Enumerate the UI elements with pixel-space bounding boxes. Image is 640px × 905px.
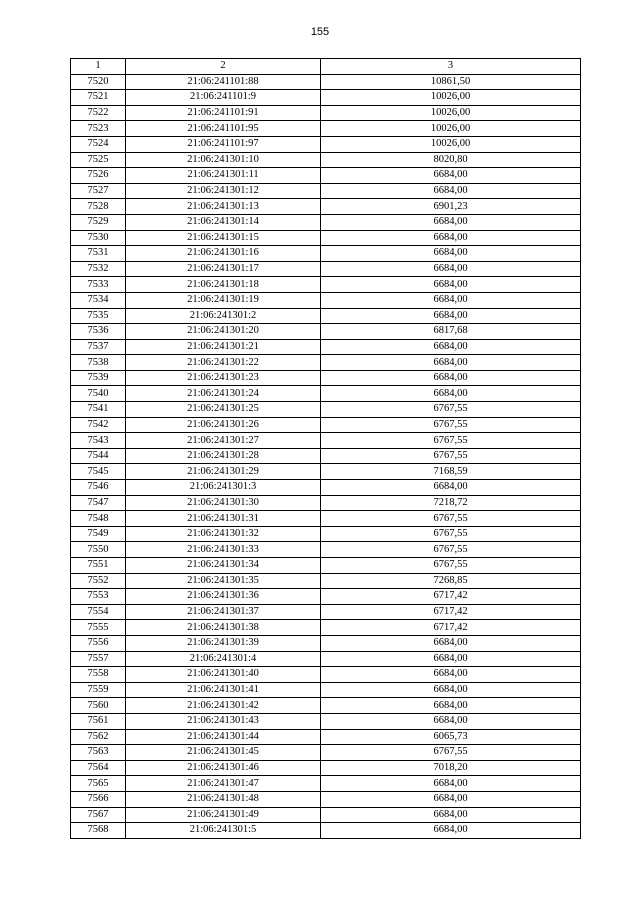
- cadastral-number-cell: 21:06:241301:42: [126, 698, 321, 714]
- value-cell: 6684,00: [321, 168, 581, 184]
- row-number-cell: 7539: [71, 370, 126, 386]
- value-cell: 10026,00: [321, 121, 581, 137]
- column-header-2: 2: [126, 59, 321, 75]
- row-number-cell: 7557: [71, 651, 126, 667]
- cadastral-number-cell: 21:06:241301:27: [126, 433, 321, 449]
- row-number-cell: 7551: [71, 558, 126, 574]
- value-cell: 6684,00: [321, 292, 581, 308]
- table-row: [71, 511, 581, 527]
- table-row: [71, 464, 581, 480]
- cadastral-number-cell: 21:06:241301:17: [126, 261, 321, 277]
- row-number-cell: 7542: [71, 417, 126, 433]
- table-row: [71, 292, 581, 308]
- table-row: [71, 261, 581, 277]
- cadastral-number-cell: 21:06:241101:9: [126, 90, 321, 106]
- table-row: [71, 230, 581, 246]
- row-number-cell: 7545: [71, 464, 126, 480]
- cadastral-number-cell: 21:06:241301:15: [126, 230, 321, 246]
- table-row: [71, 604, 581, 620]
- value-cell: 6684,00: [321, 480, 581, 496]
- cadastral-number-cell: 21:06:241301:48: [126, 791, 321, 807]
- table-row: [71, 542, 581, 558]
- cadastral-number-cell: 21:06:241301:40: [126, 667, 321, 683]
- value-cell: 6684,00: [321, 776, 581, 792]
- value-cell: 6684,00: [321, 277, 581, 293]
- table-row: [71, 667, 581, 683]
- row-number-cell: 7550: [71, 542, 126, 558]
- table-row: [71, 136, 581, 152]
- row-number-cell: 7538: [71, 355, 126, 371]
- cadastral-number-cell: 21:06:241301:49: [126, 807, 321, 823]
- table-row: [71, 90, 581, 106]
- cadastral-number-cell: 21:06:241301:5: [126, 823, 321, 839]
- table-row: [71, 776, 581, 792]
- cadastral-number-cell: 21:06:241301:43: [126, 713, 321, 729]
- table-row: [71, 558, 581, 574]
- header-row: [71, 59, 581, 75]
- value-cell: 6684,00: [321, 713, 581, 729]
- value-cell: 6767,55: [321, 511, 581, 527]
- table-row: [71, 729, 581, 745]
- row-number-cell: 7525: [71, 152, 126, 168]
- table-row: [71, 324, 581, 340]
- table-row: [71, 698, 581, 714]
- cadastral-number-cell: 21:06:241301:45: [126, 745, 321, 761]
- cadastral-number-cell: 21:06:241301:19: [126, 292, 321, 308]
- cadastral-number-cell: 21:06:241301:32: [126, 526, 321, 542]
- value-cell: 6767,55: [321, 448, 581, 464]
- table-row: [71, 183, 581, 199]
- table-row: [71, 760, 581, 776]
- value-cell: 6684,00: [321, 682, 581, 698]
- cadastral-number-cell: 21:06:241101:88: [126, 74, 321, 90]
- row-number-cell: 7528: [71, 199, 126, 215]
- value-cell: 6717,42: [321, 604, 581, 620]
- value-cell: 6767,55: [321, 402, 581, 418]
- cadastral-number-cell: 21:06:241301:41: [126, 682, 321, 698]
- cadastral-number-cell: 21:06:241301:18: [126, 277, 321, 293]
- page-number: 155: [310, 26, 330, 38]
- row-number-cell: 7535: [71, 308, 126, 324]
- table-row: [71, 433, 581, 449]
- row-number-cell: 7531: [71, 246, 126, 262]
- value-cell: 6817,68: [321, 324, 581, 340]
- row-number-cell: 7554: [71, 604, 126, 620]
- value-cell: 6684,00: [321, 823, 581, 839]
- table-row: [71, 791, 581, 807]
- table-row: [71, 807, 581, 823]
- row-number-cell: 7559: [71, 682, 126, 698]
- table-row: [71, 386, 581, 402]
- row-number-cell: 7529: [71, 214, 126, 230]
- value-cell: 6767,55: [321, 558, 581, 574]
- cadastral-number-cell: 21:06:241301:11: [126, 168, 321, 184]
- value-cell: 6684,00: [321, 246, 581, 262]
- table-row: [71, 168, 581, 184]
- table-row: [71, 74, 581, 90]
- column-header-3: 3: [321, 59, 581, 75]
- row-number-cell: 7521: [71, 90, 126, 106]
- value-cell: 6684,00: [321, 370, 581, 386]
- cadastral-number-cell: 21:06:241301:29: [126, 464, 321, 480]
- value-cell: 7268,85: [321, 573, 581, 589]
- table-row: [71, 823, 581, 839]
- cadastral-number-cell: 21:06:241301:36: [126, 589, 321, 605]
- table-row: [71, 651, 581, 667]
- table-row: [71, 635, 581, 651]
- cadastral-number-cell: 21:06:241301:47: [126, 776, 321, 792]
- row-number-cell: 7533: [71, 277, 126, 293]
- value-cell: 6684,00: [321, 386, 581, 402]
- row-number-cell: 7555: [71, 620, 126, 636]
- row-number-cell: 7544: [71, 448, 126, 464]
- row-number-cell: 7564: [71, 760, 126, 776]
- table-row: [71, 526, 581, 542]
- row-number-cell: 7540: [71, 386, 126, 402]
- table-row: [71, 448, 581, 464]
- value-cell: 7018,20: [321, 760, 581, 776]
- cadastral-number-cell: 21:06:241301:26: [126, 417, 321, 433]
- value-cell: 6684,00: [321, 230, 581, 246]
- cadastral-number-cell: 21:06:241301:20: [126, 324, 321, 340]
- value-cell: 6065,73: [321, 729, 581, 745]
- row-number-cell: 7534: [71, 292, 126, 308]
- cadastral-number-cell: 21:06:241301:31: [126, 511, 321, 527]
- row-number-cell: 7552: [71, 573, 126, 589]
- table-row: [71, 745, 581, 761]
- value-cell: 6767,55: [321, 745, 581, 761]
- value-cell: 7168,59: [321, 464, 581, 480]
- cadastral-number-cell: 21:06:241301:23: [126, 370, 321, 386]
- cadastral-number-cell: 21:06:241301:35: [126, 573, 321, 589]
- table-row: [71, 417, 581, 433]
- value-cell: 6684,00: [321, 214, 581, 230]
- row-number-cell: 7553: [71, 589, 126, 605]
- row-number-cell: 7560: [71, 698, 126, 714]
- value-cell: 6684,00: [321, 183, 581, 199]
- cadastral-number-cell: 21:06:241301:13: [126, 199, 321, 215]
- cadastral-number-cell: 21:06:241301:2: [126, 308, 321, 324]
- value-cell: 8020,80: [321, 152, 581, 168]
- row-number-cell: 7520: [71, 74, 126, 90]
- row-number-cell: 7567: [71, 807, 126, 823]
- value-cell: 6717,42: [321, 620, 581, 636]
- row-number-cell: 7523: [71, 121, 126, 137]
- cadastral-number-cell: 21:06:241301:10: [126, 152, 321, 168]
- value-cell: 6717,42: [321, 589, 581, 605]
- row-number-cell: 7530: [71, 230, 126, 246]
- cadastral-number-cell: 21:06:241301:21: [126, 339, 321, 355]
- cadastral-number-cell: 21:06:241301:4: [126, 651, 321, 667]
- table-row: [71, 339, 581, 355]
- value-cell: 6767,55: [321, 542, 581, 558]
- cadastral-number-cell: 21:06:241301:44: [126, 729, 321, 745]
- row-number-cell: 7527: [71, 183, 126, 199]
- table-row: [71, 589, 581, 605]
- row-number-cell: 7537: [71, 339, 126, 355]
- table-row: [71, 152, 581, 168]
- value-cell: 6684,00: [321, 791, 581, 807]
- row-number-cell: 7568: [71, 823, 126, 839]
- cadastral-number-cell: 21:06:241301:24: [126, 386, 321, 402]
- row-number-cell: 7548: [71, 511, 126, 527]
- cadastral-number-cell: 21:06:241301:3: [126, 480, 321, 496]
- table-row: [71, 214, 581, 230]
- row-number-cell: 7546: [71, 480, 126, 496]
- cadastral-number-cell: 21:06:241301:46: [126, 760, 321, 776]
- value-cell: 6684,00: [321, 635, 581, 651]
- value-cell: 7218,72: [321, 495, 581, 511]
- row-number-cell: 7566: [71, 791, 126, 807]
- table-row: [71, 246, 581, 262]
- value-cell: 6684,00: [321, 261, 581, 277]
- table-row: [71, 355, 581, 371]
- row-number-cell: 7563: [71, 745, 126, 761]
- row-number-cell: 7543: [71, 433, 126, 449]
- value-cell: 10026,00: [321, 90, 581, 106]
- row-number-cell: 7547: [71, 495, 126, 511]
- table-row: [71, 121, 581, 137]
- table-row: [71, 105, 581, 121]
- cadastral-number-cell: 21:06:241301:14: [126, 214, 321, 230]
- row-number-cell: 7558: [71, 667, 126, 683]
- row-number-cell: 7532: [71, 261, 126, 277]
- row-number-cell: 7561: [71, 713, 126, 729]
- value-cell: 10026,00: [321, 105, 581, 121]
- table-row: [71, 308, 581, 324]
- table-row: [71, 277, 581, 293]
- value-cell: 6684,00: [321, 807, 581, 823]
- table-row: [71, 480, 581, 496]
- table-row: [71, 620, 581, 636]
- row-number-cell: 7565: [71, 776, 126, 792]
- cadastral-number-cell: 21:06:241101:95: [126, 121, 321, 137]
- value-cell: 10861,50: [321, 74, 581, 90]
- cadastral-number-cell: 21:06:241301:30: [126, 495, 321, 511]
- cadastral-number-cell: 21:06:241301:34: [126, 558, 321, 574]
- table-row: [71, 495, 581, 511]
- cadastral-number-cell: 21:06:241301:28: [126, 448, 321, 464]
- value-cell: 6684,00: [321, 355, 581, 371]
- value-cell: 6767,55: [321, 526, 581, 542]
- value-cell: 6684,00: [321, 651, 581, 667]
- value-cell: 6684,00: [321, 308, 581, 324]
- value-cell: 6684,00: [321, 698, 581, 714]
- cadastral-number-cell: 21:06:241301:37: [126, 604, 321, 620]
- value-cell: 6901,23: [321, 199, 581, 215]
- row-number-cell: 7556: [71, 635, 126, 651]
- table-row: [71, 370, 581, 386]
- value-cell: 10026,00: [321, 136, 581, 152]
- table-row: [71, 199, 581, 215]
- table-row: [71, 682, 581, 698]
- table-row: [71, 402, 581, 418]
- table-row: [71, 713, 581, 729]
- row-number-cell: 7526: [71, 168, 126, 184]
- row-number-cell: 7549: [71, 526, 126, 542]
- value-cell: 6767,55: [321, 433, 581, 449]
- value-cell: 6684,00: [321, 339, 581, 355]
- cadastral-number-cell: 21:06:241301:38: [126, 620, 321, 636]
- cadastral-number-cell: 21:06:241301:39: [126, 635, 321, 651]
- row-number-cell: 7536: [71, 324, 126, 340]
- column-header-1: 1: [71, 59, 126, 75]
- cadastral-number-cell: 21:06:241301:22: [126, 355, 321, 371]
- row-number-cell: 7562: [71, 729, 126, 745]
- table-row: [71, 573, 581, 589]
- row-number-cell: 7522: [71, 105, 126, 121]
- cadastral-number-cell: 21:06:241301:25: [126, 402, 321, 418]
- row-number-cell: 7541: [71, 402, 126, 418]
- cadastral-number-cell: 21:06:241301:33: [126, 542, 321, 558]
- cadastral-number-cell: 21:06:241301:12: [126, 183, 321, 199]
- cadastral-number-cell: 21:06:241101:97: [126, 136, 321, 152]
- row-number-cell: 7524: [71, 136, 126, 152]
- value-cell: 6767,55: [321, 417, 581, 433]
- cadastral-number-cell: 21:06:241301:16: [126, 246, 321, 262]
- value-cell: 6684,00: [321, 667, 581, 683]
- data-table: [70, 58, 581, 839]
- cadastral-number-cell: 21:06:241101:91: [126, 105, 321, 121]
